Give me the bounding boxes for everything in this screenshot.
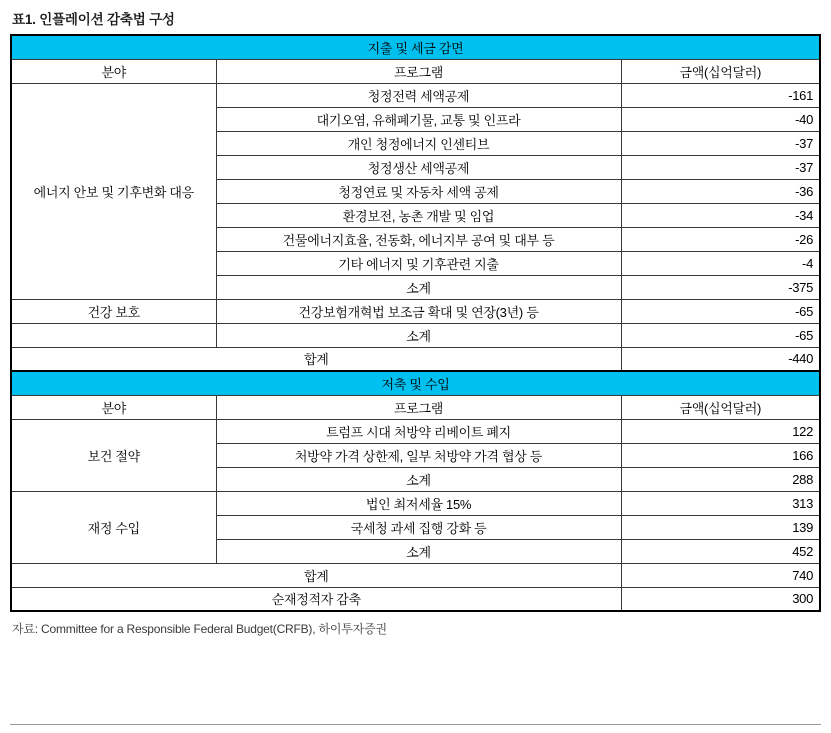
program-cell: 개인 청정에너지 인센티브 [216, 131, 621, 155]
column-header-field: 분야 [11, 59, 216, 83]
program-cell: 국세청 과세 집행 강화 등 [216, 515, 621, 539]
amount-cell: -40 [621, 107, 820, 131]
column-header-amount: 금액(십억달러) [621, 395, 820, 419]
column-header-program: 프로그램 [216, 59, 621, 83]
category-spacer [11, 323, 216, 347]
program-cell: 청정전력 세액공제 [216, 83, 621, 107]
table-caption: 표1. 인플레이션 감축법 구성 [12, 12, 175, 27]
amount-cell: -26 [621, 227, 820, 251]
table-row [11, 395, 820, 419]
program-cell: 대기오염, 유해폐기물, 교통 및 인프라 [216, 107, 621, 131]
column-header-program: 프로그램 [216, 395, 621, 419]
amount-cell: 139 [621, 515, 820, 539]
program-cell: 법인 최저세율 15% [216, 491, 621, 515]
net-deficit-label: 순재정적자 감축 [11, 587, 621, 611]
amount-cell: -4 [621, 251, 820, 275]
total-label: 합계 [11, 563, 621, 587]
net-deficit-amount: 300 [621, 587, 820, 611]
amount-cell: -34 [621, 203, 820, 227]
program-cell: 처방약 가격 상한제, 일부 처방약 가격 협상 등 [216, 443, 621, 467]
table-row [11, 299, 820, 323]
section2-band: 저축 및 수입 [11, 371, 820, 395]
amount-cell: -36 [621, 179, 820, 203]
source-note: 자료: Committee for a Responsible Federal Budget(CRFB), 하이투자증권 [12, 622, 387, 636]
column-header-field: 분야 [11, 395, 216, 419]
amount-cell: -37 [621, 131, 820, 155]
program-cell: 건물에너지효율, 전동화, 에너지부 공여 및 대부 등 [216, 227, 621, 251]
program-cell: 건강보험개혁법 보조금 확대 및 연장(3년) 등 [216, 299, 621, 323]
table-row [11, 371, 820, 395]
amount-cell: -161 [621, 83, 820, 107]
category-health-savings: 보건 절약 [11, 419, 216, 491]
program-cell: 청정연료 및 자동차 세액 공제 [216, 179, 621, 203]
table-row [11, 491, 820, 515]
ira-composition-table [10, 34, 821, 612]
subtotal-label: 소계 [216, 323, 621, 347]
program-cell: 환경보전, 농촌 개발 및 임업 [216, 203, 621, 227]
amount-cell: -65 [621, 299, 820, 323]
program-cell: 트럼프 시대 처방약 리베이트 폐지 [216, 419, 621, 443]
footer-divider [10, 724, 821, 725]
total-amount: -440 [621, 347, 820, 371]
column-header-amount: 금액(십억달러) [621, 59, 820, 83]
subtotal-label: 소계 [216, 539, 621, 563]
total-label: 합계 [11, 347, 621, 371]
table-row [11, 347, 820, 371]
program-cell: 기타 에너지 및 기후관련 지출 [216, 251, 621, 275]
subtotal-amount: 452 [621, 539, 820, 563]
table-row [11, 323, 820, 347]
table-row [11, 59, 820, 83]
program-cell: 청정생산 세액공제 [216, 155, 621, 179]
subtotal-label: 소계 [216, 275, 621, 299]
amount-cell: 166 [621, 443, 820, 467]
total-amount: 740 [621, 563, 820, 587]
category-fiscal-revenue: 재정 수입 [11, 491, 216, 563]
amount-cell: -37 [621, 155, 820, 179]
subtotal-amount: -65 [621, 323, 820, 347]
table-row [11, 587, 820, 611]
table-row [11, 563, 820, 587]
subtotal-amount: 288 [621, 467, 820, 491]
category-energy: 에너지 안보 및 기후변화 대응 [11, 83, 216, 299]
table-row [11, 35, 820, 59]
category-health: 건강 보호 [11, 299, 216, 323]
subtotal-amount: -375 [621, 275, 820, 299]
table-row [11, 419, 820, 443]
subtotal-label: 소계 [216, 467, 621, 491]
table-row [11, 83, 820, 107]
section1-band: 지출 및 세금 감면 [11, 35, 820, 59]
amount-cell: 313 [621, 491, 820, 515]
amount-cell: 122 [621, 419, 820, 443]
